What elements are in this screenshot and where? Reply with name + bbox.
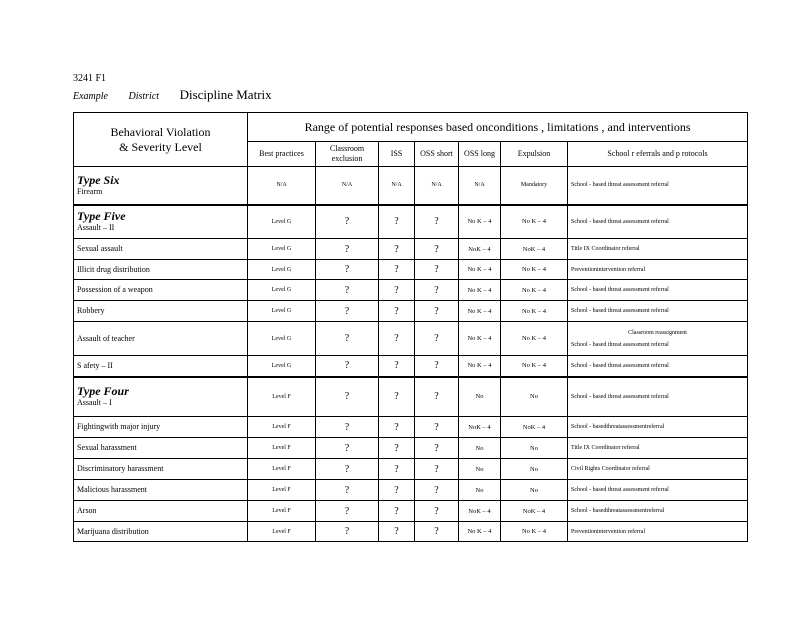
referral-text: School - based threat assessment referral	[571, 362, 669, 369]
classroom-exclusion-cell: ?	[316, 322, 379, 356]
school-referral-cell	[568, 480, 748, 501]
behavior-cell	[74, 522, 248, 542]
behavior-label: Illicit drug distribution	[77, 264, 150, 274]
classroom-exclusion-cell: ?	[316, 480, 379, 501]
col-iss: ISS	[379, 142, 415, 167]
best-practices-cell: N/A	[248, 167, 316, 205]
best-practices-cell: Level F	[248, 480, 316, 501]
behavior-label: Robbery	[77, 306, 105, 315]
best-practices-cell: Level F	[248, 438, 316, 459]
referral-line: Classroom reassignment	[628, 329, 687, 336]
col-classroom-exclusion: Classroom exclusion	[316, 142, 379, 167]
expulsion-cell: No	[501, 480, 568, 501]
referral-text: Preventionintervention referral	[571, 266, 646, 273]
header-row	[74, 113, 748, 142]
oss-short-cell: ?	[415, 417, 459, 438]
oss-short-cell: N/A	[415, 167, 459, 205]
iss-cell: ?	[379, 501, 415, 522]
table-row	[74, 480, 748, 501]
expulsion-cell: NoK – 4	[501, 239, 568, 260]
classroom-exclusion-cell: ?	[316, 417, 379, 438]
expulsion-cell: NoK – 4	[501, 501, 568, 522]
behavior-cell	[74, 480, 248, 501]
classroom-exclusion-cell: ?	[316, 239, 379, 260]
behavior-label: Malicious harassment	[77, 485, 147, 494]
table-row	[74, 205, 748, 239]
iss-cell: ?	[379, 322, 415, 356]
expulsion-cell: NoK – 4	[501, 417, 568, 438]
behavior-label: Firearm	[77, 186, 103, 196]
school-referral-cell	[568, 417, 748, 438]
behavior-cell	[74, 167, 248, 205]
behavior-label: Sexual harassment	[77, 443, 137, 452]
classroom-exclusion-cell: N/A	[316, 167, 379, 205]
classroom-exclusion-cell: ?	[316, 459, 379, 480]
expulsion-cell: No K – 4	[501, 322, 568, 356]
classroom-exclusion-cell: ?	[316, 356, 379, 377]
table-row	[74, 322, 748, 356]
expulsion-cell: No K – 4	[501, 356, 568, 377]
referral-text: School - based threat assessment referral	[571, 218, 669, 225]
expulsion-cell: No K – 4	[501, 205, 568, 239]
oss-short-cell: ?	[415, 322, 459, 356]
oss-short-cell: ?	[415, 438, 459, 459]
behavior-cell	[74, 459, 248, 480]
behavior-cell	[74, 501, 248, 522]
classroom-exclusion-cell: ?	[316, 280, 379, 301]
iss-cell: ?	[379, 377, 415, 417]
behavior-cell	[74, 301, 248, 322]
behavior-cell	[74, 260, 248, 280]
best-practices-cell: Level G	[248, 205, 316, 239]
school-referral-cell	[568, 260, 748, 280]
classroom-exclusion-cell: ?	[316, 501, 379, 522]
behavior-cell	[74, 322, 248, 356]
behavior-cell	[74, 377, 248, 417]
school-referral-cell	[568, 239, 748, 260]
referral-text: Title IX Coordinator referral	[571, 445, 640, 451]
col-oss-long: OSS long	[459, 142, 501, 167]
iss-cell: ?	[379, 356, 415, 377]
referral-line: School - based threat assessment referral	[571, 341, 669, 348]
oss-short-cell: ?	[415, 301, 459, 322]
expulsion-cell: No	[501, 459, 568, 480]
table-row	[74, 301, 748, 322]
referral-text: School - based threat assessment referral	[571, 308, 669, 314]
school-referral-cell	[568, 301, 748, 322]
behavior-label: S afety – II	[77, 360, 113, 370]
behavior-cell	[74, 417, 248, 438]
school-referral-cell	[568, 522, 748, 542]
school-referral-cell	[568, 377, 748, 417]
oss-long-cell: No	[459, 377, 501, 417]
best-practices-cell: Level G	[248, 280, 316, 301]
behavior-cell	[74, 356, 248, 377]
range-header: Range of potential responses based onconditions , limitations , and interventions	[248, 113, 748, 142]
oss-long-cell: No K – 4	[459, 356, 501, 377]
table-row	[74, 501, 748, 522]
referral-text: School - based threat assessment referral	[571, 487, 669, 493]
col-school-referrals: School r eferrals and p rotocols	[568, 142, 748, 167]
best-practices-cell: Level F	[248, 459, 316, 480]
oss-short-cell: ?	[415, 522, 459, 542]
school-referral-cell	[568, 322, 748, 356]
classroom-exclusion-cell: ?	[316, 377, 379, 417]
iss-cell: ?	[379, 480, 415, 501]
oss-short-cell: ?	[415, 377, 459, 417]
oss-short-cell: ?	[415, 260, 459, 280]
table-row	[74, 239, 748, 260]
school-referral-cell	[568, 356, 748, 377]
behavior-label: Assault – I	[77, 398, 112, 408]
table-row	[74, 459, 748, 480]
table-row	[74, 377, 748, 417]
oss-long-cell: No	[459, 438, 501, 459]
oss-short-cell: ?	[415, 480, 459, 501]
oss-long-cell: NoK – 4	[459, 239, 501, 260]
classroom-exclusion-cell: ?	[316, 205, 379, 239]
referral-text: School - basedthreatassessmentreferral	[571, 508, 665, 514]
col-expulsion: Expulsion	[501, 142, 568, 167]
best-practices-cell: Level F	[248, 377, 316, 417]
best-practices-cell: Level F	[248, 522, 316, 542]
behavior-label: Discriminatory harassment	[77, 464, 164, 473]
oss-long-cell: No	[459, 459, 501, 480]
document-title-line	[73, 87, 290, 103]
iss-cell: ?	[379, 239, 415, 260]
school-referral-cell	[568, 459, 748, 480]
expulsion-cell: No K – 4	[501, 522, 568, 542]
behavior-cell	[74, 438, 248, 459]
oss-long-cell: NoK – 4	[459, 501, 501, 522]
referral-text: School - based threat assessment referral	[571, 182, 669, 189]
table-row	[74, 280, 748, 301]
expulsion-cell: No K – 4	[501, 260, 568, 280]
school-referral-cell	[568, 501, 748, 522]
expulsion-cell: No K – 4	[501, 301, 568, 322]
behavior-label: Assault – II	[77, 223, 115, 233]
table-row	[74, 260, 748, 280]
iss-cell: ?	[379, 260, 415, 280]
oss-long-cell: No K – 4	[459, 260, 501, 280]
iss-cell: ?	[379, 459, 415, 480]
referral-text: Civil Rights Coordinator referral	[571, 466, 650, 472]
behavior-cell	[74, 280, 248, 301]
behavior-header	[74, 113, 248, 167]
iss-cell: ?	[379, 205, 415, 239]
classroom-exclusion-cell: ?	[316, 260, 379, 280]
behavior-label: Marijuana distribution	[77, 526, 149, 536]
type-label: Type Five	[77, 209, 126, 224]
behavior-label: Fightingwith major injury	[77, 422, 161, 431]
school-referral-cell	[568, 280, 748, 301]
referral-text: School - basedthreatassessmentreferral	[571, 424, 665, 430]
best-practices-cell: Level G	[248, 239, 316, 260]
matrix-body	[74, 113, 748, 542]
referral-text: School - based threat assessment referral	[571, 393, 669, 400]
page-title: Discipline Matrix	[179, 87, 272, 102]
table-row	[74, 356, 748, 377]
expulsion-cell: No	[501, 438, 568, 459]
school-referral-cell	[568, 205, 748, 239]
expulsion-cell: No K – 4	[501, 280, 568, 301]
oss-long-cell: N/A	[459, 167, 501, 205]
best-practices-cell: Level F	[248, 501, 316, 522]
iss-cell: ?	[379, 522, 415, 542]
behavior-label: Sexual assault	[77, 244, 123, 253]
best-practices-cell: Level F	[248, 417, 316, 438]
table-row	[74, 522, 748, 542]
oss-long-cell: No K – 4	[459, 280, 501, 301]
expulsion-cell: No	[501, 377, 568, 417]
behavior-label: Arson	[77, 506, 97, 515]
best-practices-cell: Level G	[248, 260, 316, 280]
oss-long-cell: No	[459, 480, 501, 501]
type-label: Type Six	[77, 172, 120, 187]
oss-short-cell: ?	[415, 356, 459, 377]
document-code: 3241 F1	[73, 73, 107, 84]
table-row	[74, 438, 748, 459]
behavior-header-line2: & Severity Level	[119, 139, 202, 154]
school-referral-cell	[568, 438, 748, 459]
behavior-cell	[74, 239, 248, 260]
oss-long-cell: No K – 4	[459, 322, 501, 356]
discipline-matrix-table	[73, 112, 748, 542]
iss-cell: ?	[379, 280, 415, 301]
behavior-label: Assault of teacher	[77, 333, 135, 343]
best-practices-cell: Level G	[248, 356, 316, 377]
district-label: District	[128, 91, 160, 102]
oss-long-cell: No K – 4	[459, 522, 501, 542]
best-practices-cell: Level G	[248, 322, 316, 356]
referral-text: Preventionintervention referral	[571, 528, 646, 535]
col-oss-short: OSS short	[415, 142, 459, 167]
referral-text: Title IX Coordinator referral	[571, 246, 640, 252]
iss-cell: ?	[379, 417, 415, 438]
iss-cell: ?	[379, 438, 415, 459]
table-row	[74, 167, 748, 205]
expulsion-cell: Mandatory	[501, 167, 568, 205]
iss-cell: ?	[379, 301, 415, 322]
classroom-exclusion-cell: ?	[316, 438, 379, 459]
referral-text: School - based threat assessment referral	[571, 287, 669, 293]
oss-short-cell: ?	[415, 459, 459, 480]
classroom-exclusion-cell: ?	[316, 522, 379, 542]
oss-short-cell: ?	[415, 501, 459, 522]
behavior-label: Possession of a weapon	[77, 285, 153, 294]
behavior-header-line1: Behavioral Violation	[110, 124, 211, 139]
iss-cell: N/A	[379, 167, 415, 205]
classroom-exclusion-cell: ?	[316, 301, 379, 322]
behavior-cell	[74, 205, 248, 239]
example-label: Example	[73, 91, 108, 102]
oss-short-cell: ?	[415, 205, 459, 239]
oss-long-cell: No K – 4	[459, 301, 501, 322]
best-practices-cell: Level G	[248, 301, 316, 322]
oss-short-cell: ?	[415, 280, 459, 301]
table-row	[74, 417, 748, 438]
type-label: Type Four	[77, 384, 129, 399]
oss-short-cell: ?	[415, 239, 459, 260]
school-referral-cell	[568, 167, 748, 205]
oss-long-cell: No K – 4	[459, 205, 501, 239]
col-best-practices: Best practices	[248, 142, 316, 167]
oss-long-cell: NoK – 4	[459, 417, 501, 438]
